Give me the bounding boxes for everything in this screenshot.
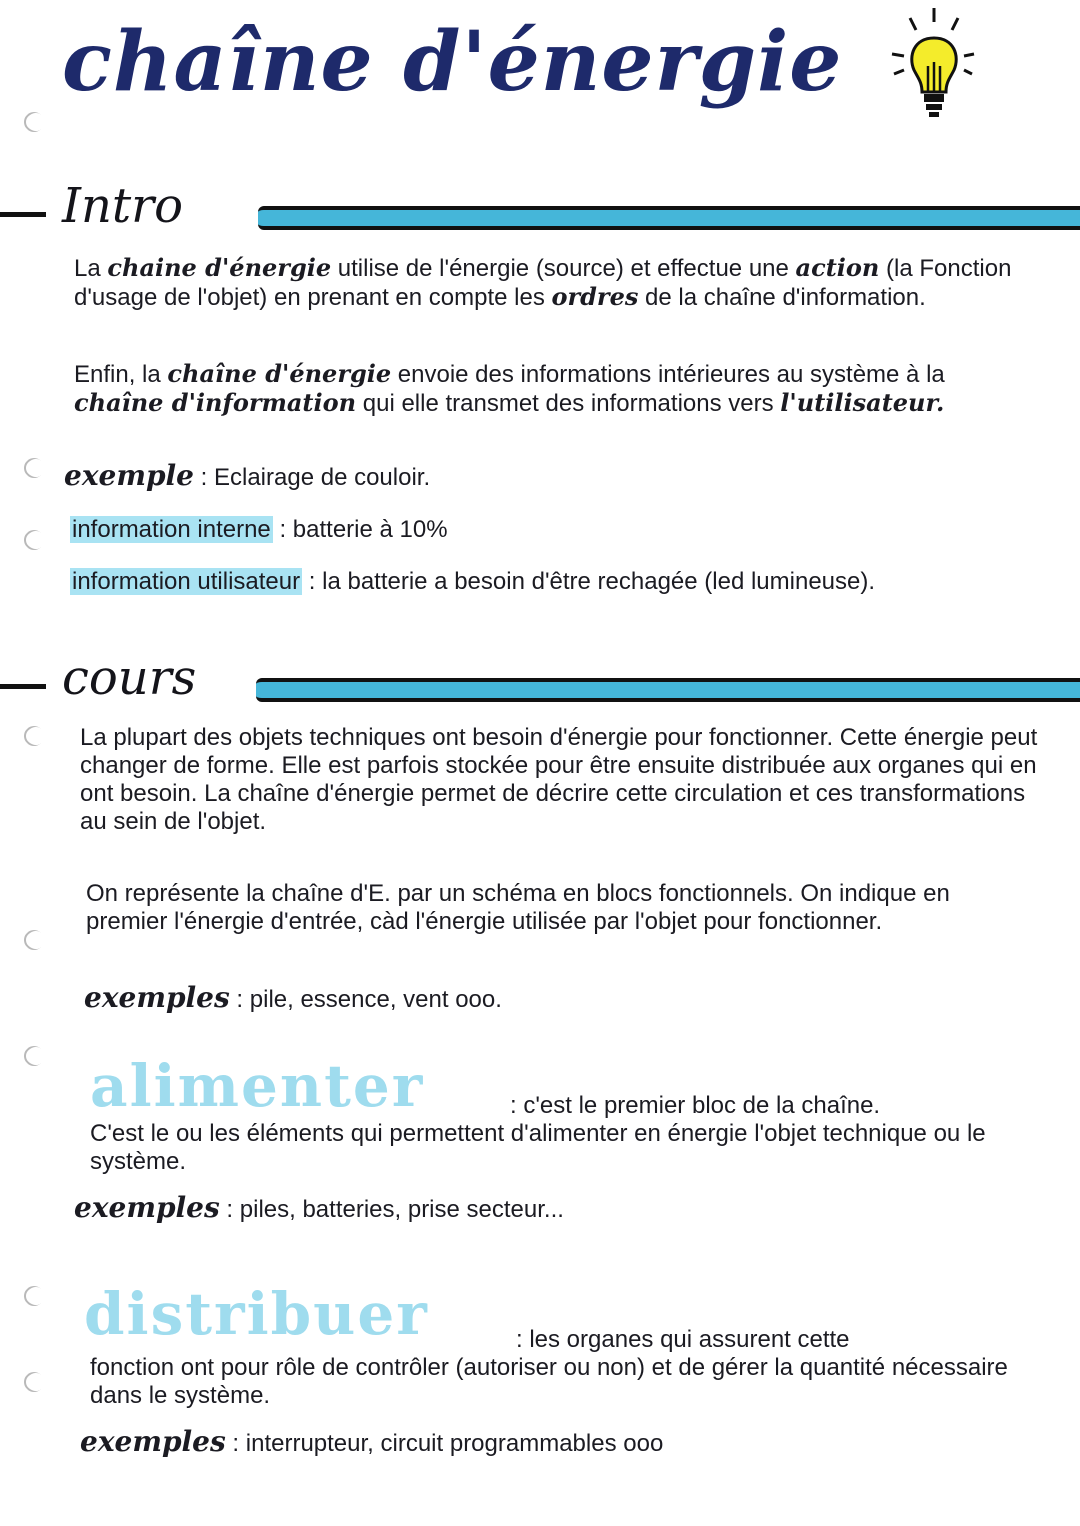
info-interne-value: : batterie à 10%	[279, 516, 448, 543]
cours-paragraph-1: La plupart des objets techniques ont besoin d'énergie pour fonctionner. Cette énergie peut changer de forme. Elle est parfois stockée pour être ensuite distribuée aux organes qui en ont besoin. La chaîne d'énergie permet de décrire cette circulation et ces transformations au sein de l'objet.	[80, 724, 1038, 835]
example-label: exemple	[64, 459, 194, 492]
alimenter-examples	[74, 1191, 1054, 1224]
term: chaîne d'information	[74, 388, 357, 417]
info-utilisateur-label: information utilisateur	[72, 568, 301, 595]
example-value: : Eclairage de couloir.	[200, 464, 431, 491]
heading-lead-line	[0, 684, 46, 689]
binder-hole	[20, 1282, 48, 1310]
examples-value: : interrupteur, circuit programmables ooo	[232, 1430, 664, 1457]
examples-value: : pile, essence, vent ooo.	[236, 986, 502, 1013]
term: ordres	[551, 282, 639, 311]
cours-heading: cours	[62, 650, 197, 706]
info-utilisateur-value: : la batterie a besoin d'être rechagée (led lumineuse).	[308, 568, 876, 595]
term: chaîne d'énergie	[167, 359, 392, 388]
intro-paragraph-1: La chaine d'énergie utilise de l'énergie (source) et effectue une action (la Fonction d'usage de l'objet) en prenant en compte les ordres de la chaîne d'information.	[74, 253, 1012, 311]
term: l'utilisateur.	[780, 388, 945, 417]
intro-heading-row	[0, 178, 1080, 234]
info-interne	[70, 516, 1050, 544]
alimenter-definition-2: C'est le ou les éléments qui permettent d'alimenter en énergie l'objet technique ou le système.	[90, 1120, 986, 1175]
heading-highlight-bar	[256, 678, 1080, 702]
distribuer-definition-2: fonction ont pour rôle de contrôler (autoriser ou non) et de gérer la quantité nécessaire dans le système.	[90, 1354, 1008, 1409]
binder-hole	[20, 722, 48, 750]
cours-paragraph-2: On représente la chaîne d'E. par un schéma en blocs fonctionnels. On indique en premier l'énergie d'entrée, càd l'énergie utilisée par l'objet pour fonctionner.	[86, 880, 950, 935]
binder-hole	[20, 108, 48, 136]
alimenter-heading: alimenter	[90, 1052, 425, 1120]
term: chaine d'énergie	[107, 253, 332, 282]
cours-heading-row	[0, 650, 1080, 706]
examples-label: exemples	[74, 1191, 220, 1224]
intro-paragraph-2: Enfin, la chaîne d'énergie envoie des informations intérieures au système à la chaîne d'information qui elle transmet des informations vers l'utilisateur.	[74, 359, 945, 417]
examples-label: exemples	[80, 1425, 226, 1458]
binder-hole	[20, 526, 48, 554]
intro-heading: Intro	[62, 178, 184, 234]
distribuer-examples	[80, 1425, 1060, 1458]
page-title: chaîne d'énergie	[62, 14, 843, 110]
heading-highlight-bar	[258, 206, 1080, 230]
lightbulb-icon	[886, 4, 986, 134]
heading-lead-line	[0, 212, 46, 217]
term: action	[795, 253, 880, 282]
cours-examples-1	[84, 981, 1064, 1014]
info-interne-label: information interne	[72, 516, 271, 543]
binder-hole	[20, 1042, 48, 1070]
binder-hole	[20, 926, 48, 954]
intro-example	[64, 459, 1044, 492]
examples-label: exemples	[84, 981, 230, 1014]
info-utilisateur	[70, 568, 1050, 596]
distribuer-heading: distribuer	[84, 1280, 429, 1348]
examples-value: : piles, batteries, prise secteur...	[226, 1196, 564, 1223]
alimenter-definition-1: : c'est le premier bloc de la chaîne.	[510, 1092, 881, 1119]
binder-hole	[20, 1368, 48, 1396]
distribuer-definition-1: : les organes qui assurent cette	[516, 1326, 850, 1353]
binder-hole	[20, 454, 48, 482]
